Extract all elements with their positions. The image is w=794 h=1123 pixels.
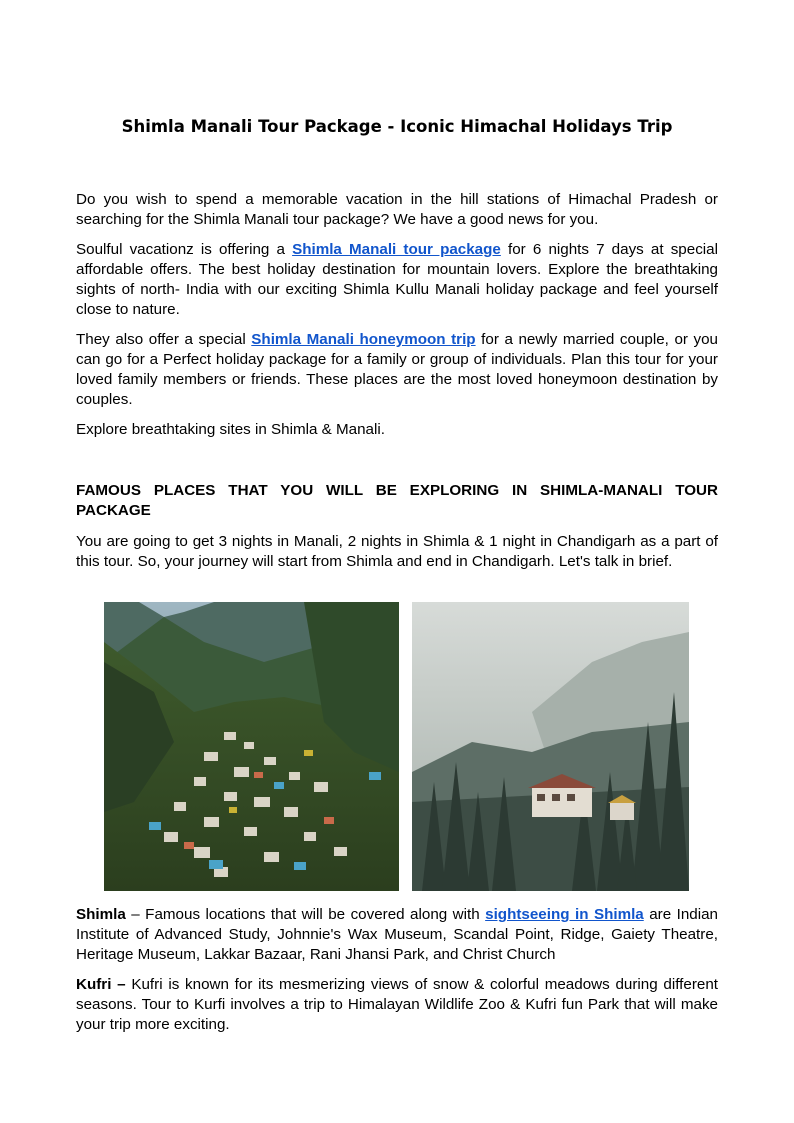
offer-paragraph xyxy=(76,240,718,320)
page-title: Shimla Manali Tour Package - Iconic Himachal Holidays Trip xyxy=(121,117,673,136)
shimla-text-after: are Indian Institute of Advanced Study, Johnnie's Wax Museum, Scandal Point, Ridge, Gaiety Theatre, Heritage Museum, Lakkar Bazaar, Rani Jhansi Park, and Christ Church xyxy=(76,906,718,963)
honeymoon-paragraph xyxy=(76,330,718,410)
honeymoon-text-after: for a newly married couple, or you can go for a Perfect holiday package for a family or group of individuals. Plan this tour for your loved family members or friends. These places are the most loved honeymoon destination by couples. xyxy=(76,331,719,408)
offer-text-after: for 6 nights 7 days at special affordable offers. The best holiday destination for mountain lovers. Explore the breathtaking sights of north- India with our exciting Shimla Kullu Manali holiday package and feel yourself close to nature. xyxy=(76,241,718,318)
honeymoon-text-before: They also offer a special xyxy=(76,331,252,348)
explore-paragraph: Explore breathtaking sites in Shimla & Manali. xyxy=(76,421,385,438)
manali-valley-photo xyxy=(104,602,399,891)
shimla-manali-tour-package-link[interactable]: Shimla Manali tour package xyxy=(292,241,501,258)
section-heading: FAMOUS PLACES THAT YOU WILL BE EXPLORING IN SHIMLA-MANALI TOUR PACKAGE xyxy=(76,482,718,519)
shimla-manali-honeymoon-trip-link[interactable]: Shimla Manali honeymoon trip xyxy=(251,331,476,348)
sightseeing-in-shimla-link[interactable]: sightseeing in Shimla xyxy=(485,906,644,923)
shimla-label: Shimla xyxy=(76,906,126,923)
kufri-paragraph xyxy=(76,975,718,1035)
shimla-paragraph xyxy=(76,905,718,965)
itinerary-paragraph: You are going to get 3 nights in Manali, 2 nights in Shimla & 1 night in Chandigarh as a part of this tour. So, your journey will start from Shimla and end in Chandigarh. Let's talk in brief. xyxy=(76,533,718,570)
offer-text-before: Soulful vacationz is offering a xyxy=(76,241,293,258)
intro-paragraph: Do you wish to spend a memorable vacation in the hill stations of Himachal Pradesh or searching for the Shimla Manali tour package? We have a good news for you. xyxy=(76,191,718,228)
kufri-label: Kufri – xyxy=(76,976,126,993)
misty-forest-photo xyxy=(412,602,689,891)
shimla-text-before: – Famous locations that will be covered along with xyxy=(125,906,486,923)
kufri-text: Kufri is known for its mesmerizing views of snow & colorful meadows during different seasons. Tour to Kurfi involves a trip to Himalayan Wildlife Zoo & Kufri fun Park that will make your trip more exciting. xyxy=(76,976,718,1033)
